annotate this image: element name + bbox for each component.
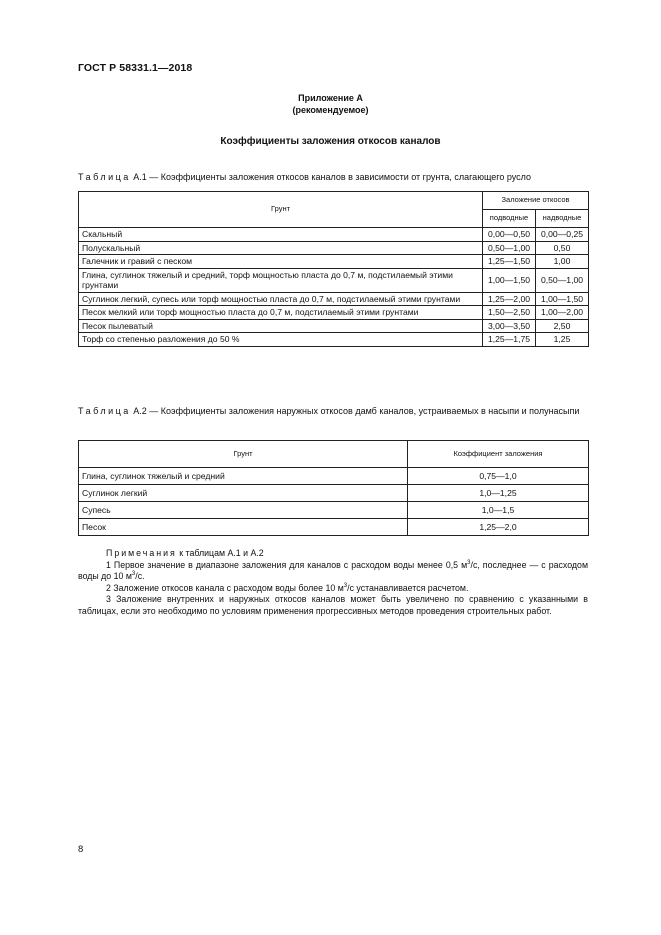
table-cell-soil: Песок пылеватый [79, 319, 483, 333]
table-cell-coef: 1,0—1,25 [408, 485, 589, 502]
table-cell-under: 1,50—2,50 [483, 306, 536, 320]
table-row [79, 268, 589, 292]
table-cell-over: 2,50 [536, 319, 589, 333]
note-1-part: 1 Первое значение в диапазоне заложения для каналов с расходом воды менее 0,5 м [106, 559, 468, 570]
notes-heading-spaced: Примечания [106, 548, 177, 558]
page-number: 8 [78, 844, 84, 855]
table-row [79, 319, 589, 333]
table2-caption-prefix: Таблица [78, 406, 131, 416]
table-cell-over: 1,00—1,50 [536, 292, 589, 306]
table2-caption-text: А.2 — Коэффициенты заложения наружных откосов дамб каналов, устраиваемых в насыпи и полунасыпи [130, 406, 580, 416]
table-cell-coef: 0,75—1,0 [408, 468, 589, 485]
table-row [79, 333, 589, 347]
table-cell-under: 3,00—3,50 [483, 319, 536, 333]
note-1-sup: 3 [131, 571, 136, 578]
table-row [79, 468, 589, 485]
table-row [79, 306, 589, 320]
note-2 [78, 583, 588, 595]
table-cell-soil: Супесь [79, 502, 408, 519]
table-cell-soil: Галечник и гравий с песком [79, 255, 483, 269]
table2-caption [78, 406, 590, 417]
document-code: ГОСТ Р 58331.1—2018 [78, 62, 193, 74]
note-3: 3 Заложение внутренних и наружных откосов каналов может быть увеличено по сравнению с указанными в таблицах, если это необходимо по условиям применения прогрессивных методов проведения строительных работ. [78, 594, 588, 616]
note-2-part: 2 Заложение откосов канала с расходом воды более 10 м [106, 582, 344, 593]
table-cell-over: 0,00—0,25 [536, 228, 589, 242]
table1-header-soil: Грунт [79, 192, 483, 228]
table-cell-under: 1,25—1,75 [483, 333, 536, 347]
note-2-sup: 3 [343, 582, 348, 589]
table-cell-under: 1,25—2,00 [483, 292, 536, 306]
notes-heading [78, 548, 588, 560]
table-cell-coef: 1,25—2,0 [408, 519, 589, 536]
note-2-part: /с устанавливается расчетом. [347, 582, 469, 593]
table-a1 [78, 191, 589, 347]
table-row [79, 485, 589, 502]
appendix-subtitle: (рекомендуемое) [292, 105, 369, 115]
table1-header-under: подводные [483, 210, 536, 228]
table-cell-soil: Песок мелкий или торф мощностью пласта до 0,7 м, подстилаемый этими грунтами [79, 306, 483, 320]
table1-header-group: Заложение откосов [483, 192, 589, 210]
section-title: Коэффициенты заложения откосов каналов [220, 136, 441, 147]
note-1 [78, 560, 588, 583]
table-cell-soil: Глина, суглинок тяжелый и средний, торф мощностью пласта до 0,7 м, подстилаемый этими грунтами [79, 268, 483, 292]
table1-caption-prefix: Таблица [78, 172, 131, 182]
table-row [79, 241, 589, 255]
table1-caption [78, 172, 590, 183]
table-cell-soil: Глина, суглинок тяжелый и средний [79, 468, 408, 485]
table-row [79, 228, 589, 242]
notes-block [78, 548, 588, 617]
table-cell-soil: Суглинок легкий, супесь или торф мощностью пласта до 0,7 м, подстилаемый этими грунтами [79, 292, 483, 306]
table-cell-under: 1,00—1,50 [483, 268, 536, 292]
table-cell-soil: Полускальный [79, 241, 483, 255]
table-cell-soil: Торф со степенью разложения до 50 % [79, 333, 483, 347]
table-row [79, 519, 589, 536]
table-row [79, 502, 589, 519]
table-cell-under: 1,25—1,50 [483, 255, 536, 269]
table2-header-soil: Грунт [79, 441, 408, 468]
table-cell-over: 1,00—2,00 [536, 306, 589, 320]
note-1-part: /с. [135, 571, 145, 581]
table-cell-soil: Скальный [79, 228, 483, 242]
table-cell-over: 1,25 [536, 333, 589, 347]
note-1-sup: 3 [467, 559, 471, 566]
table1-caption-text: А.1 — Коэффициенты заложения откосов каналов в зависимости от грунта, слагающего русло [130, 172, 532, 182]
table-cell-soil: Песок [79, 519, 408, 536]
table2-header-coef: Коэффициент заложения [408, 441, 589, 468]
table-cell-over: 0,50 [536, 241, 589, 255]
table-cell-under: 0,00—0,50 [483, 228, 536, 242]
appendix-title: Приложение А [298, 93, 363, 103]
table-a2 [78, 440, 589, 536]
table-row [79, 292, 589, 306]
note-1-part: /с, последнее — с расходом воды до 10 м [78, 559, 588, 581]
table-cell-over: 1,00 [536, 255, 589, 269]
table1-header-over: надводные [536, 210, 589, 228]
table-cell-coef: 1,0—1,5 [408, 502, 589, 519]
table-cell-over: 0,50—1,00 [536, 268, 589, 292]
notes-heading-rest: к таблицам А.1 и А.2 [176, 548, 264, 558]
table-cell-under: 0,50—1,00 [483, 241, 536, 255]
table-row [79, 255, 589, 269]
table-cell-soil: Суглинок легкий [79, 485, 408, 502]
